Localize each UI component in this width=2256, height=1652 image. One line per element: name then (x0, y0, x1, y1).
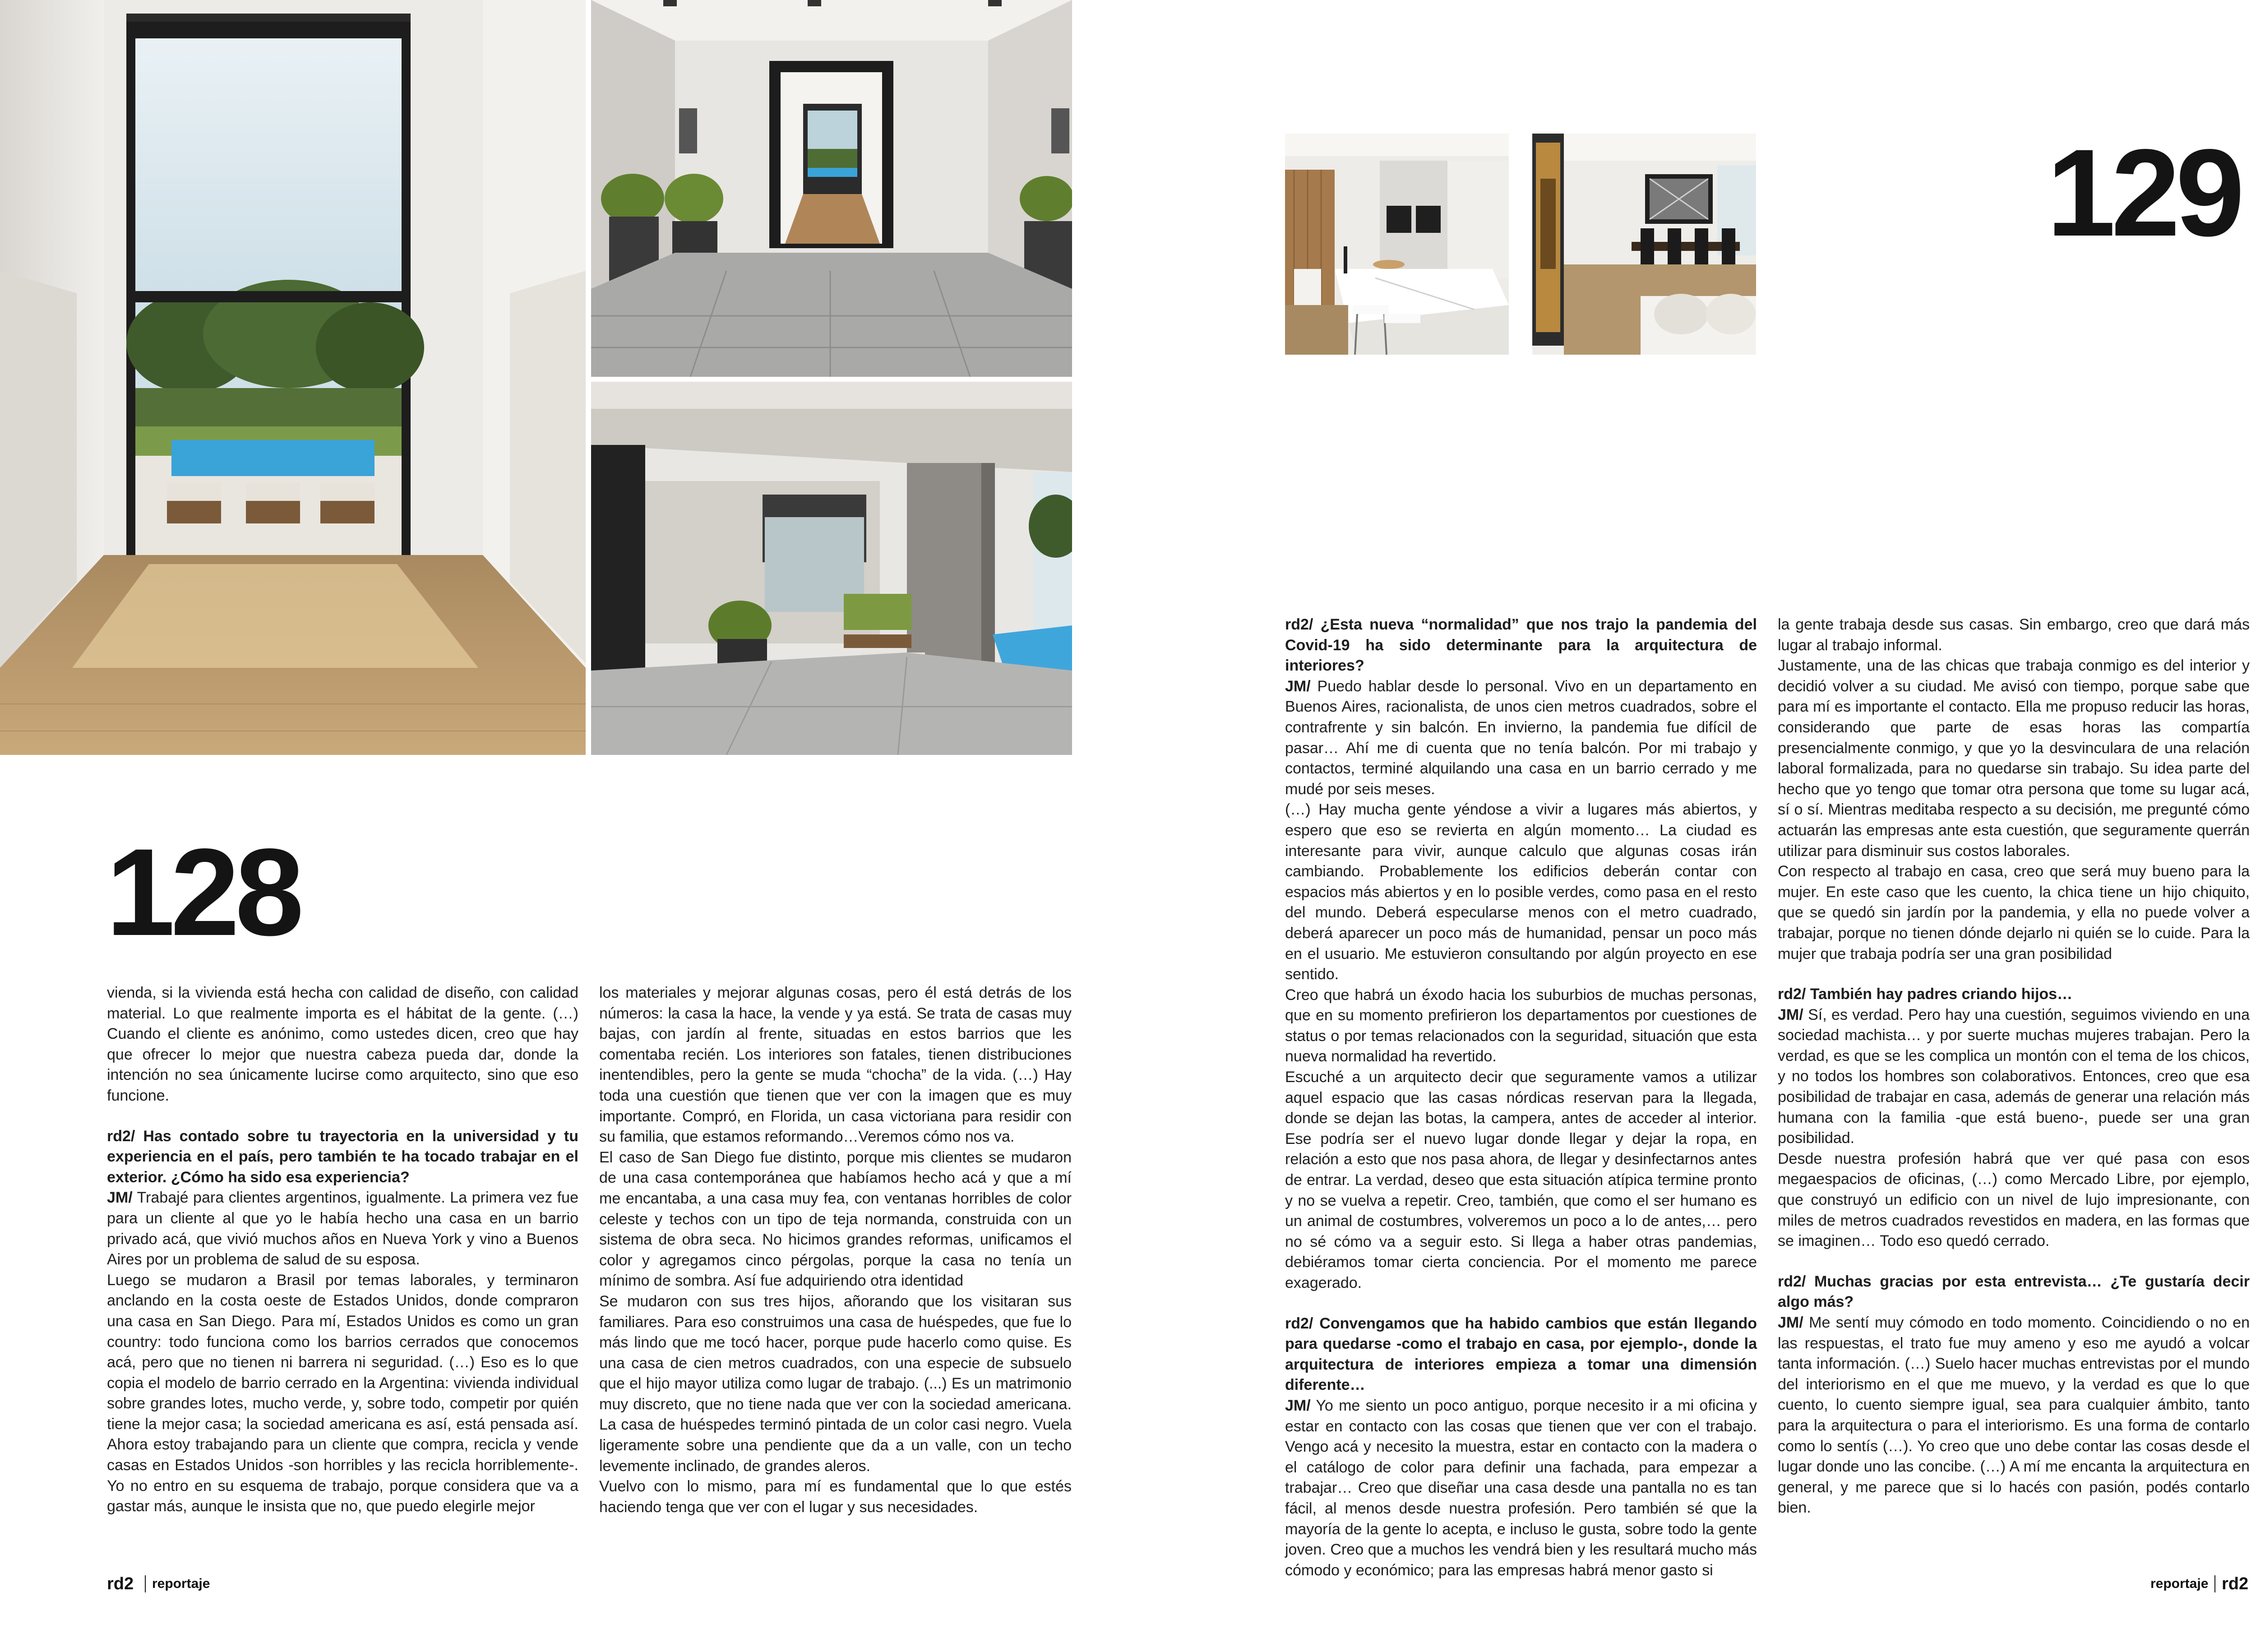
interview-question: rd2/ También hay padres criando hijos… (1778, 986, 2073, 1003)
text-column-left-2 (599, 983, 1072, 1518)
paragraph: Vuelvo con lo mismo, para mí es fundamental que lo que estés haciendo tenga que ver con el lugar y sus necesidades. (599, 1478, 1072, 1516)
text-column-left-1 (107, 983, 578, 1517)
paragraph: Se mudaron con sus tres hijos, añorando que los visitaran sus familiares. Para eso construimos una casa de huéspedes, que fue lo más lindo que me tocó hacer, porque pude hacerlo como quise. Es una casa de cien metros cuadrados, con una especie de subsuelo que el hijo mayor utiliza como lugar de trabajo. (...) Es un matrimonio muy discreto, que no tiene nada que ver con la sociedad americana. La casa de huéspedes terminó pintada de un color casi negro. Vuela ligeramente sobre una pendiente que da a un valle, con un techo levemente inclinado, de grandes aleros. (599, 1292, 1072, 1475)
paragraph: El caso de San Diego fue distinto, porque mis clientes se mudaron de una casa contemporánea que habíamos hecho acá y que a mí me encantaba, a una casa muy fea, con ventanas horribles de color celeste y techos con un tipo de teja normanda, construida con un sistema de obra seca. No hicimos grandes reformas, unificamos el color y agregamos cinco pérgolas, porque la casa no tenía un mínimo de sombra. Así fue adquiriendo otra identidad (599, 1148, 1072, 1290)
speaker-label: JM/ (1778, 1006, 1803, 1023)
footer-separator (2214, 1575, 2215, 1592)
rd2-logo-text: rd2 (2222, 1575, 2249, 1593)
paragraph: Escuché a un arquitecto decir que seguramente vamos a utilizar aquel espacio que las casas nórdicas reservan para la llegada, donde se dejan las botas, la campera, antes de acceder al interior. Ese podría ser el nuevo lugar donde llegar y dejar la ropa, en relación a esto que nos pasa ahora, de llegar y desinfectarnos antes de entrar. La verdad, deseo que esta situación atípica termine pronto y no se vuelva a repetir. Creo, también, que como el ser humano es un animal de costumbres, volveremos un poco a lo de antes,… pero no sé cómo va a seguir esto. Si llega a haber otras pandemias, debiéramos tomar cierta conciencia. Por el momento me parece exagerado. (1285, 1069, 1757, 1291)
paragraph: (…) Hay mucha gente yéndose a vivir a lugares más abiertos, y espero que eso se revierta en algún momento… La ciudad es interesante para vivir, aunque calculo que algunas cosas irán cambiando. Probablemente los edificios deberán contar con espacios más abiertos y en lo posible verdes, como pasa en el resto del mundo. Deberá especularse menos con el metro cuadrado, deberá aparecer un poco más de humanidad, pensar un poco más en el usuario. Me estuvieron consultando por algún proyecto en ese sentido. (1285, 801, 1757, 983)
footer (2150, 1575, 2253, 1593)
paragraph: Justamente, una de las chicas que trabaja conmigo es del interior y decidió volver a su ciudad. Me avisó con tiempo, porque sabe que para mí es importante el contacto. Ella me propuso reducir las horas, considerando que parte de esas horas las compartía presencialmente conmigo, y que yo la desvinculara de una relación laboral formalizada, para no quedarse sin trabajo. Su idea parte del hecho que yo tengo que tomar otra persona que tome su lugar acá, sí o sí. Mientras meditaba respecto a su decisión, me pregunté cómo actuarán las empresas ante esta cuestión, que seguramente querrán utilizar para disminuir sus costos laborales. (1778, 657, 2250, 860)
entrance-photo (591, 0, 1072, 377)
speaker-label: JM/ (107, 1189, 133, 1207)
rd2-logo (2222, 1575, 2253, 1593)
paragraph: Desde nuestra profesión habrá que ver qué pasa con esos megaespacios de oficinas, (…) como Mercado Libre, por ejemplo, que construyó un edificio con un nivel de lujo impresionante, con miles de metros cuadrados revestidos en madera, en las formas que se imaginen… Todo eso quedó cerrado. (1778, 1150, 2250, 1250)
interview-answer (1285, 676, 1757, 800)
answer-text: Sí, es verdad. Pero hay una cuestión, seguimos viviendo en una sociedad machista… y por suerte muchas mujeres trabajan. Pero la verdad, es que se les complica un montón con el tema de los chicos, y no todos los hombres son colaborativos. Entonces, creo que esa posibilidad de trabajar en casa, además de generar una relación más humana con la familia -que está bueno-, puede ser una gran posibilidad. (1778, 1006, 2250, 1147)
page-number: 129 (2047, 124, 2240, 262)
speaker-label: JM/ (1285, 677, 1311, 695)
interview-question: rd2/ Muchas gracias por esta entrevista… ¿Te gustaría decir algo más? (1778, 1273, 2250, 1311)
right-page (1172, 0, 2256, 1652)
terrace-photo (591, 382, 1072, 755)
living-dining-photo (1532, 134, 1756, 355)
page-number: 128 (106, 823, 300, 962)
speaker-label: JM/ (1285, 1397, 1311, 1414)
answer-text: Yo me siento un poco antiguo, porque necesito ir a mi oficina y estar en contacto con las cosas que tienen que ver con el trabajo. Vengo acá y necesito la muestra, estar en contacto con la madera o el catálogo de color para definir una fachada, para empezar a trabajar… Creo que diseñar una casa desde una pantalla no es tan fácil, al menos desde nuestra profesión. Pero también sé que la mayoría de la gente lo acepta, e incluso le gusta, sobre todo la gente joven. Creo que a muchos les vendrá bien y les resultará mucho más cómodo y económico; para las empresas habrá menor gasto si (1285, 1397, 1757, 1579)
interview-answer (107, 1188, 578, 1270)
paragraph: la gente trabaja desde sus casas. Sin embargo, creo que dará más lugar al trabajo informal. (1778, 616, 2250, 654)
paragraph: Creo que habrá un éxodo hacia los suburbios de muchas personas, que en su momento prefirieron los departamentos por cuestiones de status o por temas relacionados con la seguridad, situación que esta nueva normalidad ha revertido. (1285, 986, 1757, 1065)
footer (107, 1575, 210, 1593)
interview-question: rd2/ Has contado sobre tu trayectoria en la universidad y tu experiencia en el país, pero también te ha tocado trabajar en el exterior. ¿Cómo ha sido esa experiencia? (107, 1127, 578, 1186)
interview-question: rd2/ ¿Esta nueva “normalidad” que nos trajo la pandemia del Covid-19 ha sido determinante para la arquitectura de interiores? (1285, 616, 1757, 675)
rd2-logo-text: rd2 (107, 1575, 134, 1593)
paragraph: vienda, si la vivienda está hecha con calidad de diseño, con calidad material. Lo que realmente importa es el hábitat de la gente. (…) Cuando el cliente es anónimo, como ustedes dicen, creo que hay que ofrecer lo mejor que nuestra cabeza pueda dar, donde la intención no sea únicamente lucirse como arquitecto, sino que eso funcione. (107, 984, 578, 1104)
interview-answer (1778, 1005, 2250, 1149)
hallway-window-pool-photo (0, 0, 586, 755)
paragraph: Con respecto al trabajo en casa, creo que será muy bueno para la mujer. En este caso que les cuento, la chica tiene un hijo chiquito, que se quedó sin jardín por la pandemia, y ella no puede volver a trabajar, porque no tienen dónde dejarlo ni quién se lo cuide. Para la mujer que trabaja podría ser una gran posibilidad (1778, 863, 2250, 963)
interview-question: rd2/ Convengamos que ha habido cambios que están llegando para quedarse -como el trabajo en casa, por ejemplo-, donde la arquitectura de interiores empieza a tomar una dimensión diferente… (1285, 1314, 1757, 1394)
answer-text: Me sentí muy cómodo en todo momento. Coincidiendo o no en las respuestas, el trato fue muy ameno y eso me ayudó a volcar tanta información. (…) Suelo hacer muchas entrevistas por el mundo del interiorismo en el que me muevo, y la verdad es que lo que cuento, lo cuento siempre igual, sea para cualquier ámbito, tanto para la arquitectura o para el interiorismo. Es una forma de contarlo como lo sentís (…). Yo creo que uno debe contar las cosas desde el lugar donde uno las concibe. (…) A mí me encanta la arquitectura en general, y me parece que si lo hacés con pasión, podés contarlo bien. (1778, 1314, 2250, 1517)
footer-separator (145, 1575, 146, 1592)
interview-answer (1285, 1396, 1757, 1581)
text-column-right-1 (1285, 615, 1757, 1581)
paragraph: los materiales y mejorar algunas cosas, pero él está detrás de los números: la casa la hace, la vende y ya está. Se trata de casas muy bajas, con jardín al frente, situadas en estos barrios que les comentaba recién. Los interiores son fatales, tienen distribuciones inentendibles, pero la gente se muda “chocha” de la vida. (…) Hay toda una cuestión que tienen que ver con la imagen que es muy importante. Compró, en Florida, un casa victoriana para residir con su familia, que estamos reformando…Veremos cómo nos va. (599, 984, 1072, 1146)
text-column-right-2 (1778, 615, 2250, 1518)
section-label: reportaje (152, 1576, 210, 1591)
answer-text: Trabajé para clientes argentinos, igualmente. La primera vez fue para un cliente al que yo le había hecho una casa en un barrio privado acá, que vivió muchos años en Nueva York y vino a Buenos Aires por un problema de salud de su esposa. (107, 1189, 578, 1268)
paragraph: Luego se mudaron a Brasil por temas laborales, y terminaron anclando en la costa oeste de Estados Unidos, donde compraron una casa en San Diego. Para mí, Estados Unidos es como un gran country: todo funciona como los barrios cerrados que conocemos acá, pero que no tienen ni barrera ni seguridad. (…) Eso es lo que copia el modelo de barrio cerrado en la Argentina: vivienda individual sobre grandes lotes, mucho verde, y, sobre todo, competir por quién tiene la mejor casa; la sociedad americana es así, está pensada así. Ahora estoy trabajando para un cliente que compra, recicla y vende casas en Estados Unidos -son horribles y las recicla horriblemente-. Yo no entro en su esquema de trabajo, porque considera que va a gastar más, aunque le insista que no, que puedo elegirle mejor (107, 1271, 578, 1515)
speaker-label: JM/ (1778, 1314, 1803, 1331)
kitchen-photo (1285, 134, 1509, 355)
answer-text: Puedo hablar desde lo personal. Vivo en un departamento en Buenos Aires, racionalista, de unos cien metros cuadrados, sobre el contrafrente y sin balcón. En invierno, la pandemia fue difícil de pasar… Ahí me di cuenta que no tenía balcón. Por mi trabajo y contactos, terminé alquilando una casa en un barrio cerrado y me mudé por seis meses. (1285, 677, 1757, 798)
interview-answer (1778, 1313, 2250, 1518)
section-label: reportaje (2150, 1576, 2209, 1591)
rd2-logo (107, 1575, 139, 1593)
